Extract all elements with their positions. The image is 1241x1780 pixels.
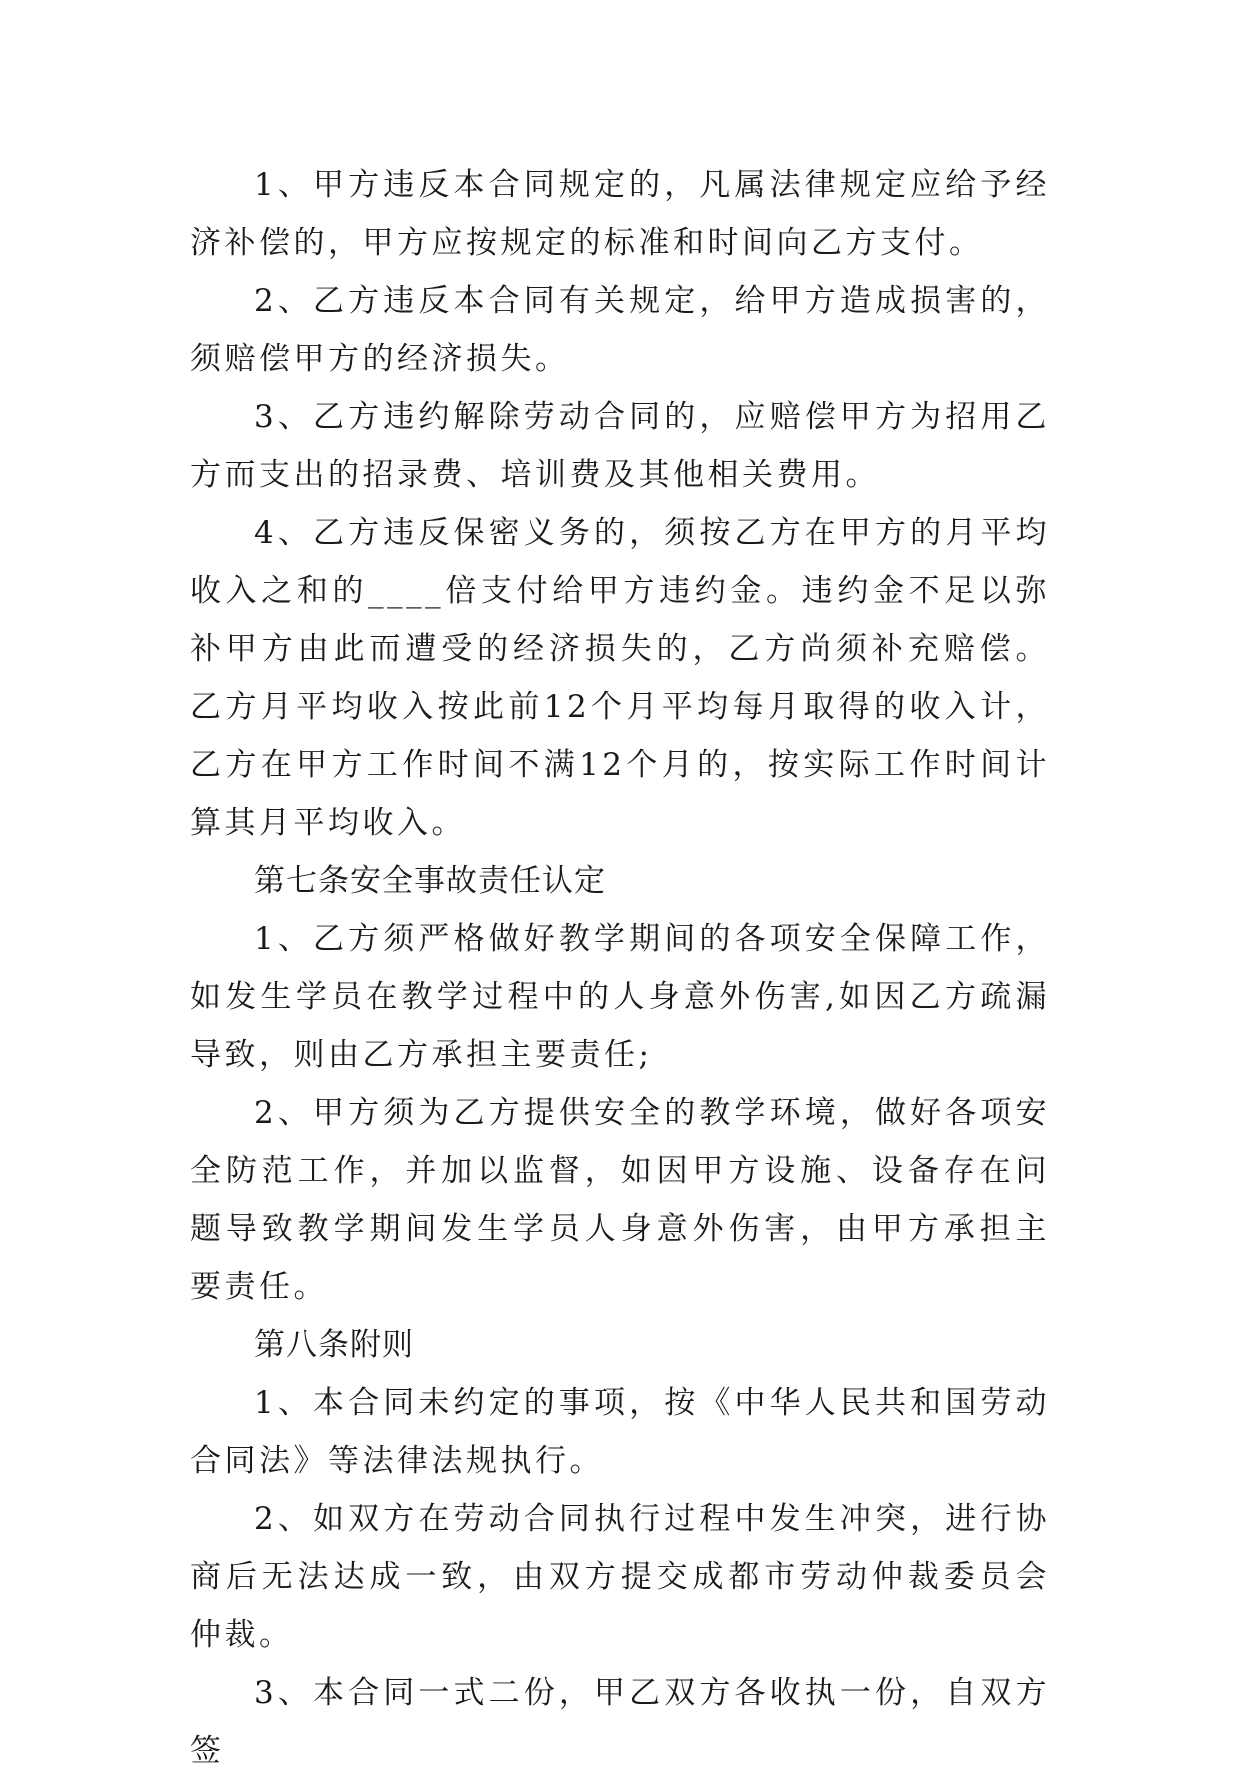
paragraph-safety-1: 1、乙方须严格做好教学期间的各项安全保障工作，如发生学员在教学过程中的人身意外伤害,如因乙方疏漏导致，则由乙方承担主要责任; [190,921,1050,1073]
document-body [190,156,1050,1780]
paragraph-appendix-2: 2、如双方在劳动合同执行过程中发生冲突，进行协商后无法达成一致，由双方提交成都市劳动仲裁委员会仲裁。 [190,1501,1050,1653]
paragraph-compensation-1: 1、甲方违反本合同规定的，凡属法律规定应给予经济补偿的，甲方应按规定的标准和时间向乙方支付。 [190,167,1050,261]
paragraph-safety-2: 2、甲方须为乙方提供安全的教学环境，做好各项安全防范工作，并加以监督，如因甲方设施、设备存在问题导致教学期间发生学员人身意外伤害，由甲方承担主要责任。 [190,1095,1050,1305]
paragraph-compensation-4: 4、乙方违反保密义务的，须按乙方在甲方的月平均收入之和的____倍支付给甲方违约金。违约金不足以弥补甲方由此而遭受的经济损失的，乙方尚须补充赔偿。乙方月平均收入按此前12个月平均每月取得的收入计，乙方在甲方工作时间不满12个月的，按实际工作时间计算其月平均收入。 [190,515,1050,841]
paragraph-compensation-2: 2、乙方违反本合同有关规定，给甲方造成损害的，须赔偿甲方的经济损失。 [190,283,1050,377]
paragraph-appendix-3: 3、本合同一式二份，甲乙双方各收执一份，自双方签 [190,1675,1050,1769]
paragraph-appendix-1: 1、本合同未约定的事项，按《中华人民共和国劳动合同法》等法律法规执行。 [190,1385,1050,1479]
paragraph-compensation-3: 3、乙方违约解除劳动合同的，应赔偿甲方为招用乙方而支出的招录费、培训费及其他相关费用。 [190,399,1050,493]
section-heading-article-8: 第八条附则 [254,1327,414,1363]
section-heading-article-7: 第七条安全事故责任认定 [254,863,606,899]
